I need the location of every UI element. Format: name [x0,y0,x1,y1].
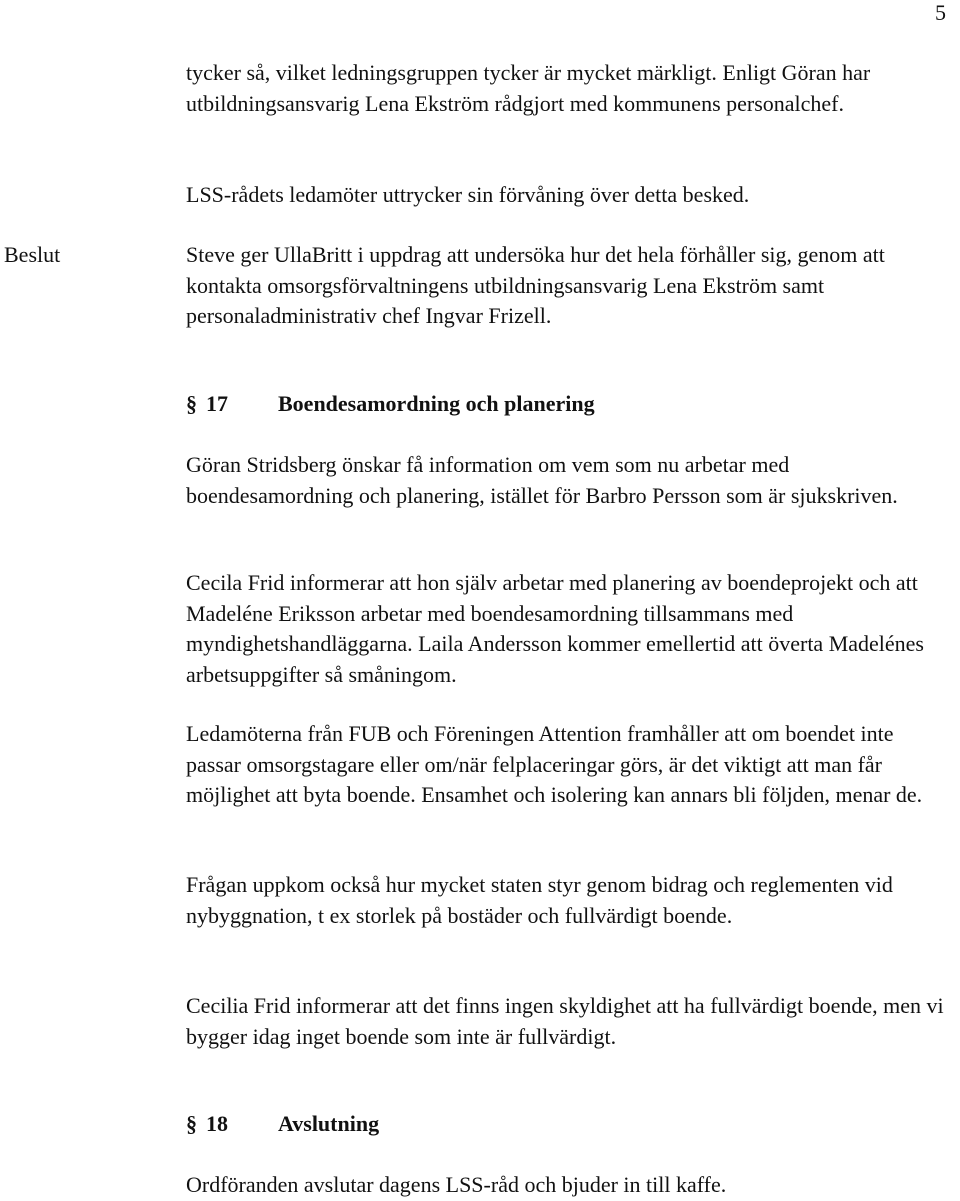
page-number: 5 [935,0,946,25]
paragraph: Frågan uppkom också hur mycket staten styr genom bidrag och reglementen vid nybyggnation, t ex storlek på bostäder och fullvärdigt boende. [186,872,893,928]
paragraph: Ledamöterna från FUB och Föreningen Attention framhåller att om boendet inte passar omsorgstagare eller om/när felplaceringar görs, är det viktigt att man får möjlighet att byta boende. Ensamhet och isolering kan annars bli följden, menar de. [186,721,923,807]
section-symbol: § [186,1111,197,1136]
paragraph: Ordföranden avslutar dagens LSS-råd och bjuder in till kaffe. [186,1172,727,1197]
section-title: Boendesamordning och planering [278,391,595,416]
paragraph: LSS-rådets ledamöter uttrycker sin förvåning över detta besked. [186,182,750,207]
section-heading-17 [186,389,595,420]
paragraph: Cecila Frid informerar att hon själv arbetar med planering av boendeprojekt och att Madeléne Eriksson arbetar med boendesamordning tillsammans med myndighetshandläggarna. Laila Andersson kommer emellertid att överta Madelénes arbetsuppgifter så småningom. [186,570,924,687]
section-heading-18 [186,1109,379,1140]
beslut-label: Beslut [4,242,61,267]
section-number: 17 [206,391,228,416]
beslut-text: Steve ger UllaBritt i uppdrag att undersöka hur det hela förhåller sig, genom att kontakta omsorgsförvaltningens utbildningsansvarig Lena Ekström samt personaladministrativ chef Ingvar Frizell. [186,242,885,328]
section-number: 18 [206,1111,228,1136]
paragraph: Cecilia Frid informerar att det finns ingen skyldighet att ha fullvärdigt boende, men vi bygger idag inget boende som inte är fullvärdigt. [186,993,944,1049]
section-symbol: § [186,391,197,416]
section-title: Avslutning [278,1111,380,1136]
paragraph: Göran Stridsberg önskar få information om vem som nu arbetar med boendesamordning och planering, istället för Barbro Persson som är sjukskriven. [186,452,898,508]
paragraph: tycker så, vilket ledningsgruppen tycker är mycket märkligt. Enligt Göran har utbildningsansvarig Lena Ekström rådgjort med kommunens personalchef. [186,60,871,116]
